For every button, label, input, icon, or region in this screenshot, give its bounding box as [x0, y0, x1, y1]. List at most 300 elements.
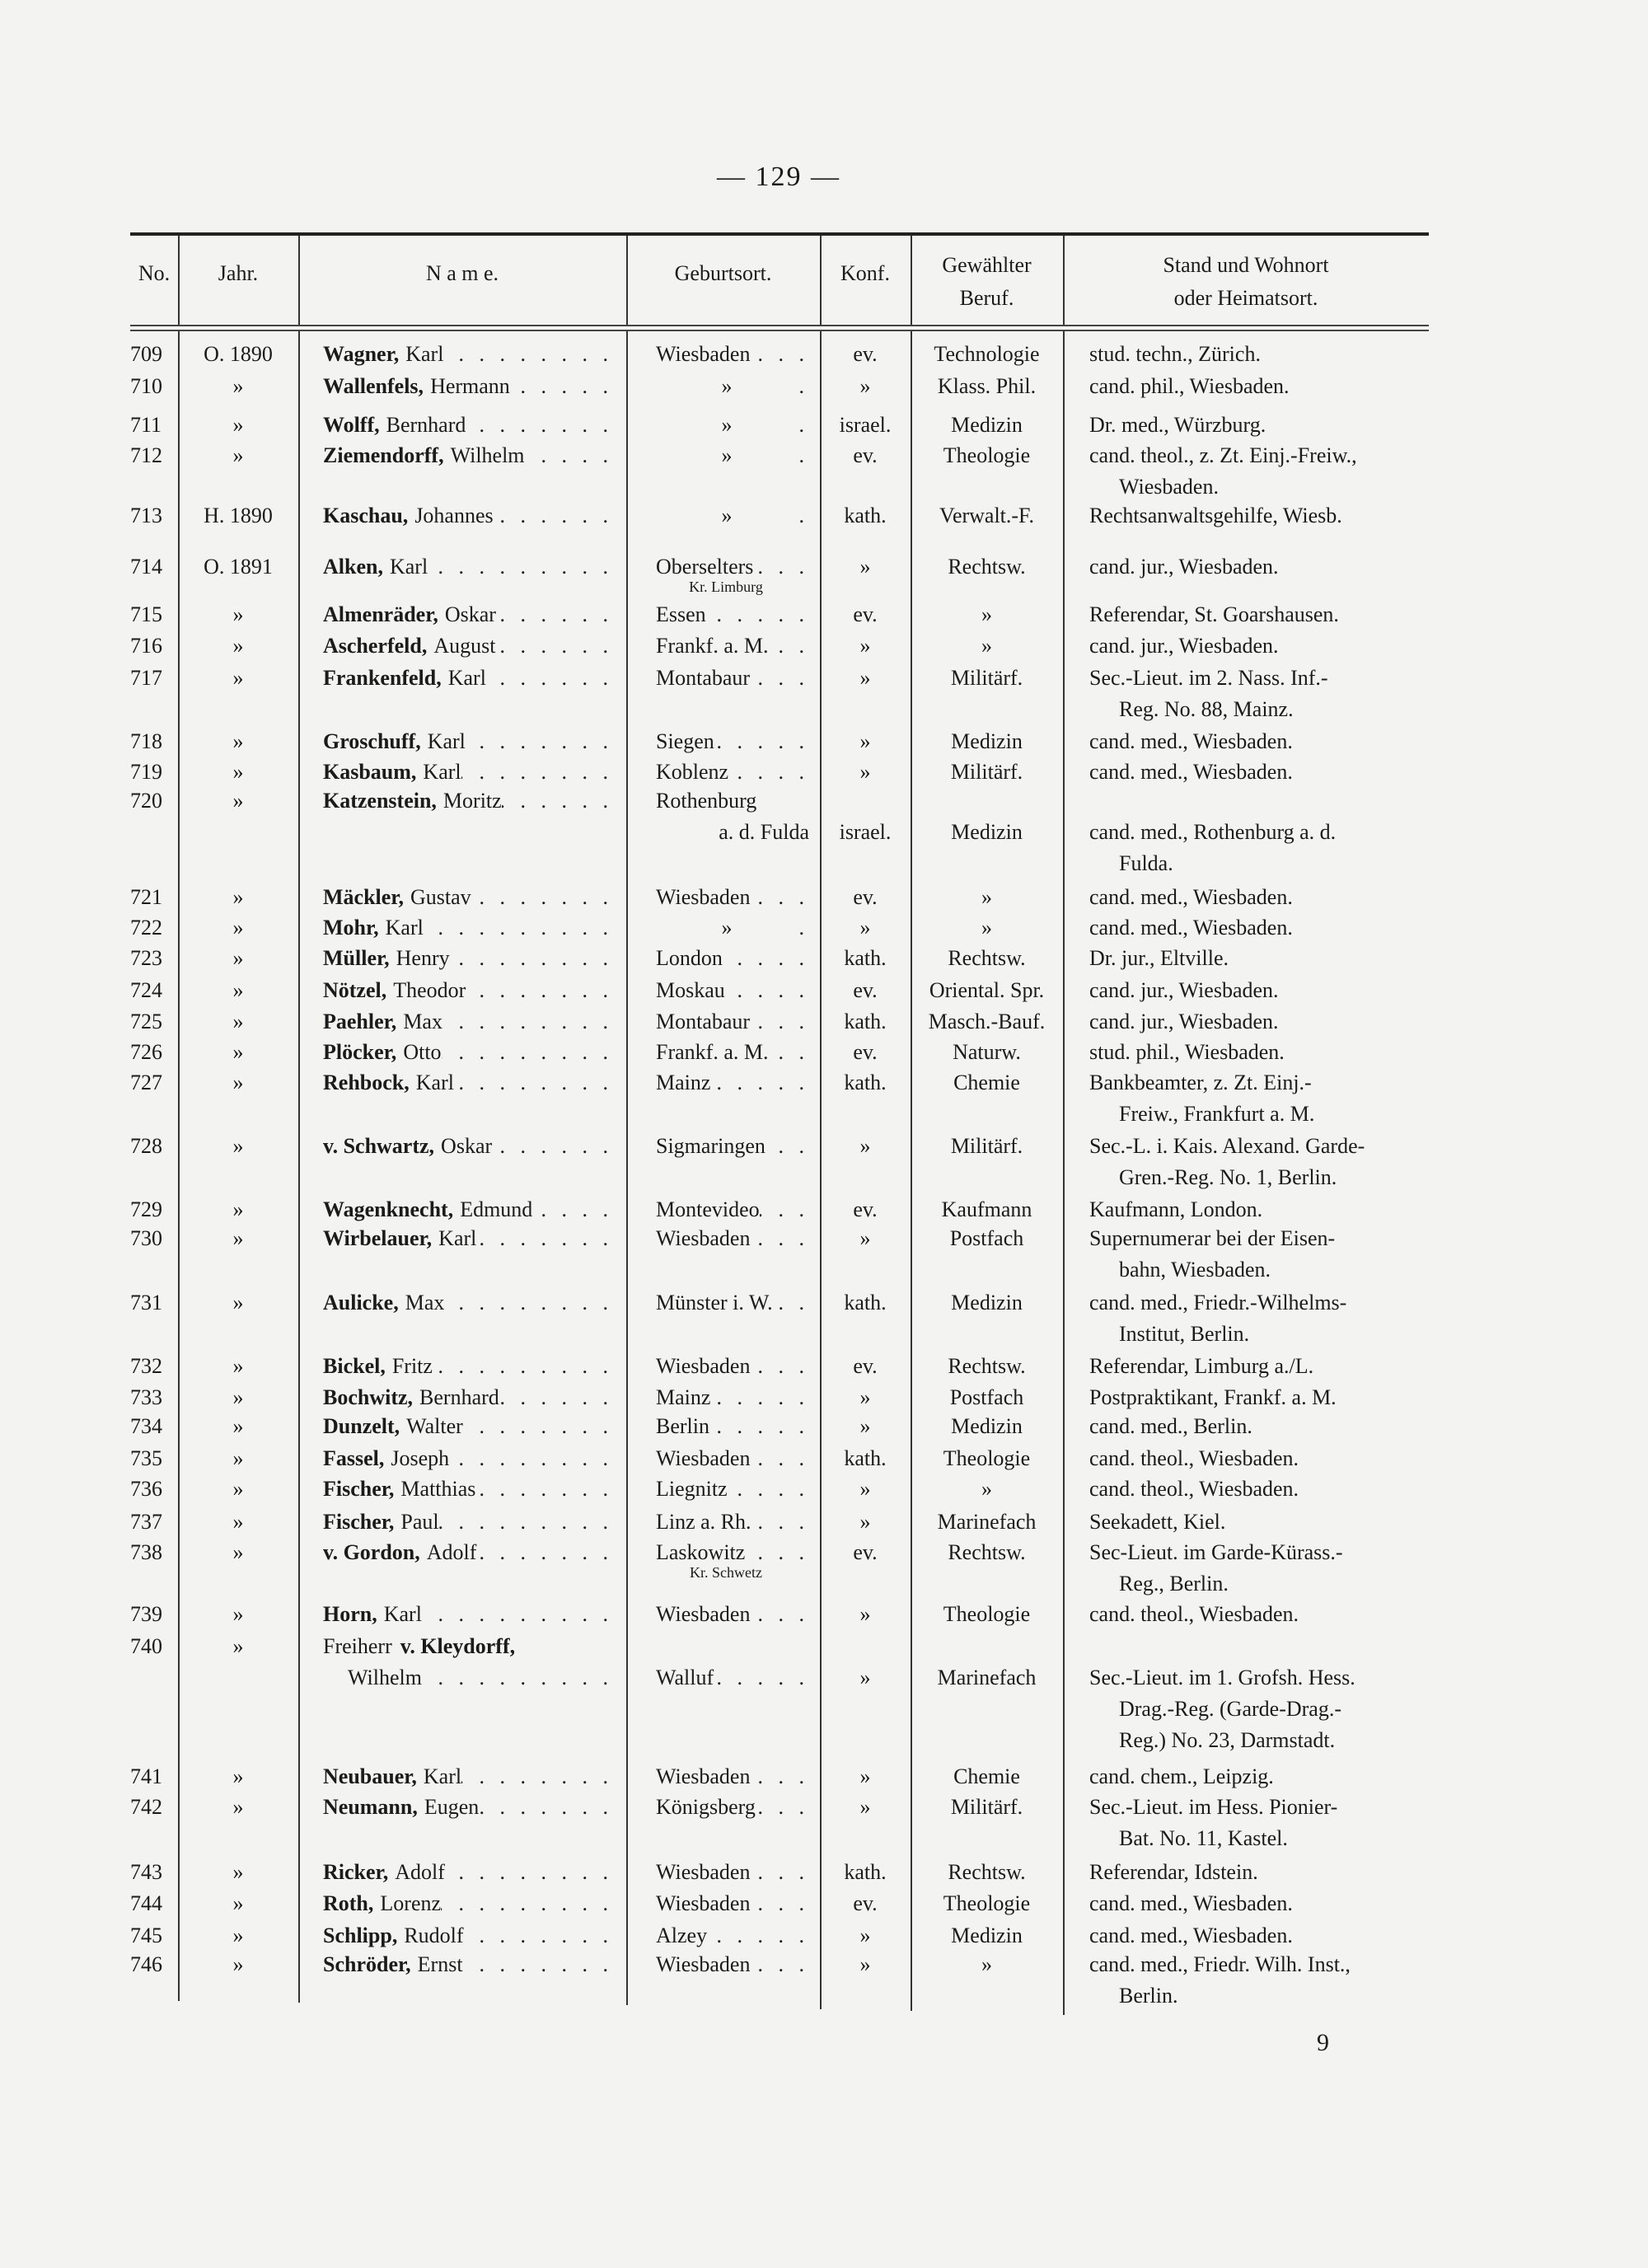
entry-name [323, 1474, 613, 1505]
name-line [323, 757, 613, 788]
entry-birthplace [656, 339, 809, 370]
header-column-divider [1063, 236, 1065, 325]
entry-konf [820, 1537, 911, 1568]
birthplace-line [656, 1631, 809, 1662]
entry-residence [1089, 1443, 1435, 1474]
entry-number: 726 [130, 1040, 162, 1064]
beruf-line: Theologie [943, 1446, 1031, 1470]
dot-leader [476, 1537, 613, 1568]
beruf-line: Medizin [951, 820, 1023, 844]
surname: Schröder, [323, 1952, 411, 1976]
entry-name [323, 339, 613, 370]
entry-konf [820, 551, 911, 583]
residence-line: cand. med., Wiesbaden. [1089, 760, 1293, 784]
entry-residence [1089, 1287, 1435, 1350]
entry-beruf [911, 1194, 1063, 1225]
residence-line: Sec.-Lieut. im Hess. Pionier- [1089, 1795, 1338, 1819]
entry-number: 709 [130, 342, 162, 366]
entry-name [323, 440, 613, 471]
birthplace-line [656, 882, 809, 913]
dot-leader [798, 500, 809, 532]
given-name: Ernst [417, 1952, 463, 1976]
birthplace-ditto: » [721, 443, 733, 467]
entry-residence [1089, 1631, 1435, 1756]
birthplace-text: Laskowitz [656, 1540, 746, 1564]
entry-number: 745 [130, 1924, 162, 1947]
entry-residence [1089, 1599, 1435, 1630]
birthplace-line [656, 975, 809, 1006]
birthplace-text: Essen [656, 602, 706, 626]
dot-leader [750, 1351, 809, 1382]
residence-line: cand. med., Friedr. Wilh. Inst., [1089, 1952, 1351, 1976]
surname: Plöcker, [323, 1040, 397, 1064]
birthplace-line [656, 757, 809, 788]
surname: Paehler, [323, 1010, 397, 1033]
birthplace-line [656, 599, 809, 630]
entry-year: » [232, 1226, 244, 1250]
entry-name [323, 1599, 613, 1630]
entry-birthplace [656, 726, 809, 757]
entry-name [323, 1537, 613, 1568]
entry-residence [1089, 785, 1435, 879]
entry-birthplace [656, 882, 809, 913]
entry-number: 742 [130, 1795, 162, 1819]
birthplace-text: Moskau [656, 978, 725, 1002]
surname: Katzenstein, [323, 789, 437, 813]
konf-line: » [859, 1414, 871, 1438]
entry-residence [1089, 912, 1435, 944]
given-name: Moritz [442, 789, 502, 813]
entry-number: 715 [130, 602, 162, 626]
beruf-line: » [981, 602, 992, 626]
dot-leader [750, 1857, 809, 1888]
dot-leader [707, 1920, 809, 1952]
entry-name [323, 663, 613, 694]
entry-beruf [911, 1761, 1063, 1792]
dot-leader [750, 1599, 809, 1630]
beruf-line: Technologie [934, 342, 1040, 366]
entry-residence [1089, 1537, 1435, 1600]
entry-name [323, 1067, 613, 1099]
name-prefix: Freiherr [323, 1634, 392, 1658]
entry-name [323, 551, 613, 583]
dot-leader [750, 1006, 809, 1038]
column-divider [298, 331, 300, 2003]
dot-leader [798, 440, 809, 471]
surname: Mohr, [323, 916, 379, 940]
birthplace-text: Sigmaringen [656, 1134, 765, 1158]
residence-line: cand. med., Berlin. [1089, 1414, 1252, 1438]
entry-beruf [911, 551, 1063, 583]
dot-leader [445, 1857, 613, 1888]
given-name: Bernhard [386, 413, 466, 437]
beruf-line: Theologie [943, 1602, 1031, 1626]
residence-line [1089, 785, 1435, 817]
entry-residence [1089, 1131, 1435, 1193]
entry-year: » [232, 946, 244, 970]
surname: Wagner, [323, 342, 400, 366]
residence-line: bahn, Wiesbaden. [1119, 1258, 1271, 1282]
birthplace-line [656, 1949, 809, 1980]
konf-line: » [859, 1764, 871, 1788]
entry-konf [820, 1857, 911, 1888]
entry-year: » [232, 1924, 244, 1947]
surname: Wolff, [323, 413, 380, 437]
header-column-divider [820, 236, 822, 325]
entry-year: » [232, 1860, 244, 1884]
entry-residence [1089, 975, 1435, 1006]
entry-konf [820, 1223, 911, 1254]
name-line [323, 1382, 613, 1413]
surname: Rehbock, [323, 1071, 410, 1094]
given-name: Karl [423, 1764, 462, 1788]
konf-line: » [859, 1226, 871, 1250]
entry-konf [820, 975, 911, 1006]
konf-line: » [859, 1952, 871, 1976]
entry-year: » [232, 1010, 244, 1033]
beruf-line: Chemie [953, 1764, 1020, 1788]
dot-leader [450, 943, 613, 974]
entry-birthplace [656, 1761, 809, 1792]
name-line [323, 882, 613, 913]
beruf-line: » [981, 885, 992, 909]
entry-beruf [911, 1037, 1063, 1068]
surname: v. Schwartz, [323, 1134, 435, 1158]
entry-name [323, 1949, 613, 1980]
entry-konf [820, 1131, 911, 1162]
birthplace-text: London [656, 946, 723, 970]
dot-leader [499, 1382, 613, 1413]
entry-beruf [911, 912, 1063, 944]
name-line [323, 663, 613, 694]
dot-leader [475, 1474, 613, 1505]
birthplace-text: Mainz [656, 1071, 711, 1094]
entry-birthplace [656, 912, 809, 944]
dot-leader [466, 975, 613, 1006]
given-name: Fritz [391, 1354, 433, 1378]
entry-residence [1089, 726, 1435, 757]
birthplace-line [656, 663, 809, 694]
name-line [323, 1662, 613, 1694]
dot-leader [424, 912, 613, 944]
birthplace-text: Frankf. a. M. [656, 634, 769, 658]
entry-konf [820, 1599, 911, 1630]
surname: Kasbaum, [323, 760, 417, 784]
entry-residence [1089, 1949, 1435, 2012]
beruf-line: Klass. Phil. [937, 374, 1037, 398]
name-line [323, 1443, 613, 1474]
dot-leader [466, 726, 613, 757]
entry-beruf [911, 1507, 1063, 1538]
surname: Alken, [323, 555, 383, 579]
entry-residence [1089, 1920, 1435, 1952]
name-line [323, 1792, 613, 1823]
birthplace-line [656, 1037, 809, 1068]
dot-leader [751, 1507, 809, 1538]
beruf-line: » [981, 634, 992, 658]
birthplace-line [656, 1223, 809, 1254]
birthplace-text: Frankf. a. M. [656, 1040, 769, 1064]
beruf-line: Rechtsw. [948, 555, 1026, 579]
name-line [323, 1351, 613, 1382]
entry-beruf [911, 975, 1063, 1006]
dot-leader [728, 757, 809, 788]
konf-line: » [859, 1385, 871, 1409]
entry-number: 711 [130, 413, 162, 437]
name-line [323, 1857, 613, 1888]
entry-year: » [232, 1385, 244, 1409]
entry-number: 722 [130, 916, 162, 940]
dot-leader [765, 1131, 809, 1162]
birthplace-line [656, 630, 809, 662]
birthplace-line [656, 1507, 809, 1538]
residence-line: Supernumerar bei der Eisen- [1089, 1226, 1336, 1250]
birthplace-line [656, 943, 809, 974]
entry-name [323, 975, 613, 1006]
entry-beruf [911, 785, 1063, 848]
header-birthplace: Geburtsort. [674, 261, 772, 285]
entry-number: 727 [130, 1071, 162, 1094]
birthplace-line [656, 726, 809, 757]
entry-birthplace [656, 757, 809, 788]
entry-beruf [911, 943, 1063, 974]
dot-leader [479, 1792, 613, 1823]
entry-birthplace [656, 1631, 809, 1694]
header-no: No. [138, 261, 171, 285]
name-line [323, 1507, 613, 1538]
birthplace-text: a. d. Fulda [719, 820, 809, 844]
entry-number: 733 [130, 1385, 162, 1409]
entry-number: 740 [130, 1634, 162, 1658]
entry-konf [820, 630, 911, 662]
entry-year: » [232, 1540, 244, 1564]
dot-leader [463, 1949, 613, 1980]
birthplace-text: Rothenburg [656, 789, 757, 813]
entry-year: » [232, 729, 244, 753]
dot-leader [710, 1067, 809, 1099]
entry-beruf [911, 1351, 1063, 1382]
column-divider [1063, 331, 1065, 2015]
dot-leader [750, 1888, 809, 1919]
beruf-line: Masch.-Bauf. [928, 1010, 1046, 1033]
birthplace-text: Königsberg [656, 1795, 756, 1819]
header-year: Jahr. [218, 261, 259, 285]
dot-leader [750, 1949, 809, 1980]
entry-konf [820, 1792, 911, 1823]
dot-leader [510, 371, 613, 402]
entry-number: 710 [130, 374, 162, 398]
residence-line: cand. theol., Wiesbaden. [1089, 1477, 1299, 1501]
birthplace-line [656, 339, 809, 370]
entry-konf [820, 1920, 911, 1952]
name-line [323, 943, 613, 974]
beruf-line: Marinefach [937, 1666, 1037, 1689]
entry-year: » [232, 413, 244, 437]
surname: Wirbelauer, [323, 1226, 433, 1250]
dot-leader [439, 1507, 613, 1538]
dot-leader [464, 1920, 613, 1952]
beruf-line: Chemie [953, 1071, 1020, 1094]
name-line [323, 1949, 613, 1980]
konf-line: kath. [844, 1291, 887, 1314]
residence-line: stud. phil., Wiesbaden. [1089, 1040, 1285, 1064]
surname: Mäckler, [323, 885, 404, 909]
header-column-divider [626, 236, 628, 325]
beruf-line: » [981, 916, 992, 940]
dot-leader [750, 663, 809, 694]
dot-leader [768, 1037, 809, 1068]
name-line [323, 1006, 613, 1038]
konf-line: » [859, 666, 871, 690]
entry-year: » [232, 1891, 244, 1915]
header-column-divider [178, 236, 180, 325]
konf-line: ev. [853, 1354, 878, 1378]
entry-beruf [911, 410, 1063, 441]
beruf-line: Medizin [951, 413, 1023, 437]
entry-residence [1089, 1223, 1435, 1286]
entry-konf [820, 500, 911, 532]
entry-name [323, 1382, 613, 1413]
given-name: Gustav [410, 885, 471, 909]
entry-konf [820, 440, 911, 471]
dot-leader [466, 410, 613, 441]
entry-name [323, 599, 613, 630]
surname: Bickel, [323, 1354, 386, 1378]
dot-leader [442, 1037, 613, 1068]
entry-konf [820, 1474, 911, 1505]
given-name: Karl [447, 666, 486, 690]
beruf-line: Militärf. [950, 1134, 1023, 1158]
entry-residence [1089, 1888, 1435, 1919]
residence-line: Reg.) No. 23, Darmstadt. [1119, 1728, 1336, 1752]
konf-line: » [859, 1666, 871, 1689]
dot-leader [773, 1287, 809, 1319]
entry-birthplace [656, 551, 809, 596]
entry-number: 746 [130, 1952, 162, 1976]
entry-name [323, 630, 613, 662]
beruf-line: Rechtsw. [948, 1540, 1026, 1564]
konf-line: ev. [853, 1040, 878, 1064]
entry-number: 738 [130, 1540, 162, 1564]
entry-name [323, 1920, 613, 1952]
entry-residence [1089, 1792, 1435, 1854]
konf-line: kath. [844, 1010, 887, 1033]
birthplace-text: Mainz [656, 1385, 711, 1409]
dot-leader [442, 1006, 613, 1038]
entry-konf [820, 882, 911, 913]
entry-konf [820, 726, 911, 757]
birthplace-line [656, 1443, 809, 1474]
birthplace-line [656, 785, 809, 817]
given-name: Joseph [391, 1446, 450, 1470]
entry-name [323, 943, 613, 974]
beruf-line [911, 1631, 1063, 1662]
entry-name [323, 1507, 613, 1538]
name-line [323, 1067, 613, 1099]
konf-line [820, 785, 911, 817]
dot-leader [728, 1474, 809, 1505]
residence-line: Fulda. [1119, 851, 1173, 875]
dot-leader [461, 757, 613, 788]
entry-konf [820, 1194, 911, 1225]
dot-leader [723, 943, 809, 974]
dot-leader [760, 1194, 809, 1225]
birthplace-district: Kr. Limburg [689, 579, 763, 595]
dot-leader [525, 440, 613, 471]
entry-name [323, 1792, 613, 1823]
entry-konf [820, 371, 911, 402]
entry-birthplace [656, 1351, 809, 1382]
entry-beruf [911, 440, 1063, 471]
entry-number: 725 [130, 1010, 162, 1033]
entry-number: 719 [130, 760, 162, 784]
name-line [323, 1920, 613, 1952]
birthplace-text: Koblenz [656, 760, 729, 784]
given-name: Paul [400, 1510, 439, 1534]
dot-leader [798, 410, 809, 441]
entry-beruf [911, 1920, 1063, 1952]
dot-leader [709, 1411, 809, 1442]
birthplace-line [656, 1131, 809, 1162]
given-name: Karl [415, 1071, 454, 1094]
sheet-signature-number: 9 [1317, 2029, 1329, 2056]
entry-konf [820, 912, 911, 944]
dot-leader [496, 599, 613, 630]
surname: Horn, [323, 1602, 377, 1626]
birthplace-line [656, 1382, 809, 1413]
entry-residence [1089, 882, 1435, 913]
surname: Wallenfels, [323, 374, 424, 398]
beruf-line: Kaufmann [941, 1197, 1032, 1221]
beruf-line: Naturw. [953, 1040, 1021, 1064]
surname: Fassel, [323, 1446, 385, 1470]
entry-birthplace [656, 1920, 809, 1952]
dot-leader [714, 1662, 809, 1694]
entry-year: » [232, 885, 244, 909]
konf-line: » [859, 1510, 871, 1534]
entry-beruf [911, 1474, 1063, 1505]
given-name: Adolf [395, 1860, 445, 1884]
entry-year: » [232, 1510, 244, 1534]
birthplace-text: Wiesbaden [656, 342, 751, 366]
entry-name [323, 1631, 613, 1694]
entry-year: » [232, 978, 244, 1002]
birthplace-line [656, 371, 809, 402]
entry-beruf [911, 882, 1063, 913]
header-rule-double [130, 330, 1429, 331]
birthplace-text: Wiesbaden [656, 1226, 751, 1250]
residence-line: Referendar, Limburg a./L. [1089, 1354, 1314, 1378]
dot-leader [476, 1223, 613, 1254]
header-konf: Konf. [840, 261, 890, 285]
entry-number: 712 [130, 443, 162, 467]
birthplace-line [656, 440, 809, 471]
residence-line: Bat. No. 11, Kastel. [1119, 1826, 1288, 1850]
surname: Dunzelt, [323, 1414, 400, 1438]
entry-beruf [911, 663, 1063, 694]
residence-line: Gren.-Reg. No. 1, Berlin. [1119, 1165, 1337, 1189]
birthplace-text: Montevideo [656, 1197, 760, 1221]
birthplace-line [656, 1599, 809, 1630]
given-name: Karl [427, 729, 466, 753]
name-line [323, 1474, 613, 1505]
entry-birthplace [656, 1949, 809, 1980]
konf-line: ev. [853, 602, 878, 626]
entry-birthplace [656, 1411, 809, 1442]
entry-residence [1089, 599, 1435, 630]
entry-year: » [232, 1134, 244, 1158]
birthplace-text: Walluf [656, 1666, 714, 1689]
